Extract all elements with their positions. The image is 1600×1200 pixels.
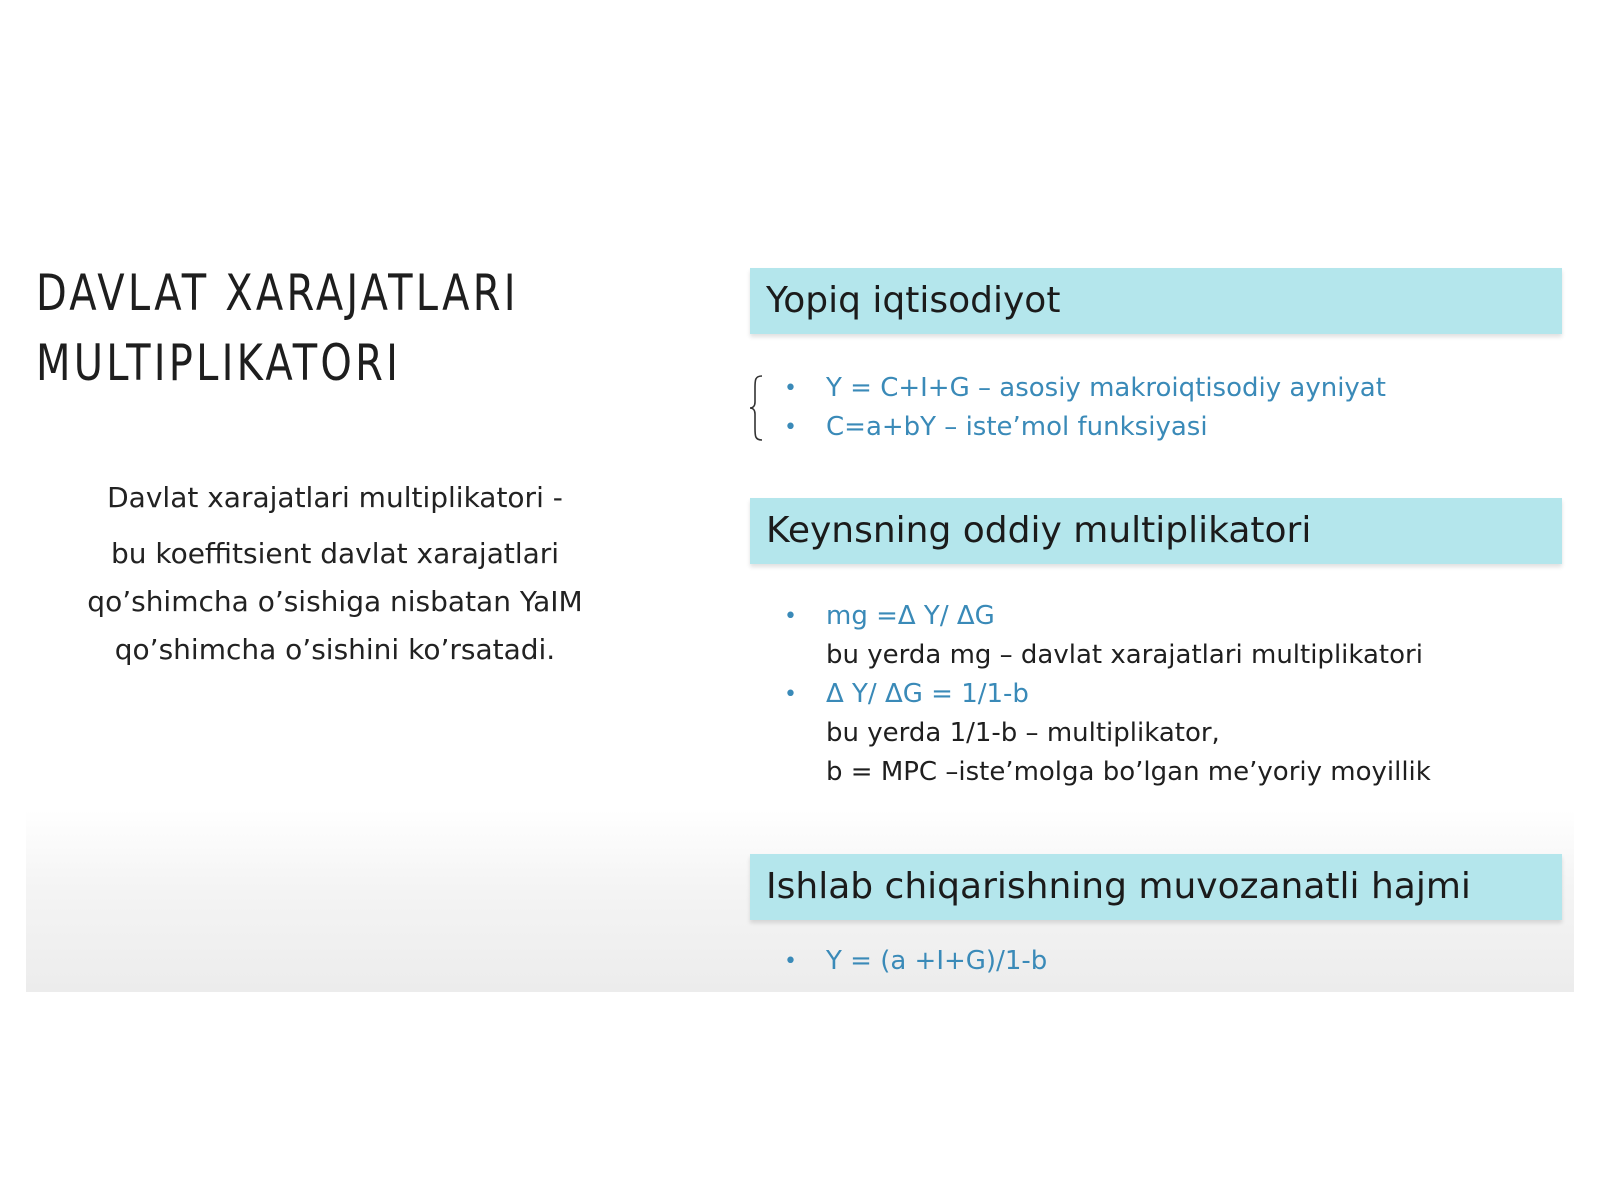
explanation-line: b = MPC –iste’molga bo’lgan me’yoriy moyillik [826,757,1431,787]
list-item [784,942,1047,981]
definition-line-2: bu koeffitsient davlat xarajatlari [110,537,560,570]
formula-equilibrium: Y = (a +I+G)/1-b [826,946,1048,976]
title-line-1: DAVLAT XARAJATLARI [36,264,519,322]
section-heading-closed-economy: Yopiq iqtisodiyot [750,268,1562,334]
formula-mg: mg =Δ Y/ ΔG [826,601,995,631]
keynes-multiplier-list [784,597,1431,792]
definition-text [40,472,630,674]
list-item [784,597,1431,675]
explanation-line: bu yerda 1/1-b – multiplikator, [826,718,1220,748]
bullet-icon: • [784,415,797,440]
bullet-icon: • [784,949,797,974]
curly-brace-icon [748,374,764,442]
definition-line-1: Davlat xarajatlari multiplikatori - [107,481,563,514]
bullet-icon: • [784,376,797,401]
formula-consumption: C=a+bY – iste’mol funksiyasi [826,412,1208,442]
explanation-line: bu yerda mg – davlat xarajatlari multiplikatori [826,640,1423,670]
section-heading-equilibrium-output: Ishlab chiqarishning muvozanatli hajmi [750,854,1562,920]
closed-economy-list [784,369,1386,447]
title-line-2: MULTIPLIKATORI [36,334,402,392]
list-item [784,369,1386,408]
formula-identity: Y = C+I+G – asosiy makroiqtisodiy ayniyat [826,373,1386,403]
list-item [784,408,1386,447]
definition-line-4: qo’shimcha o’sishini ko’rsatadi. [114,633,556,666]
section-heading-keynes-multiplier: Keynsning oddiy multiplikatori [750,498,1562,564]
slide-title [36,258,519,398]
bullet-icon: • [784,604,797,629]
equilibrium-output-list [784,942,1047,981]
formula-multiplier: Δ Y/ ΔG = 1/1-b [826,679,1029,709]
definition-line-3: qo’shimcha o’sishiga nisbatan YaIM [87,585,583,618]
bullet-icon: • [784,682,797,707]
list-item [784,675,1431,792]
